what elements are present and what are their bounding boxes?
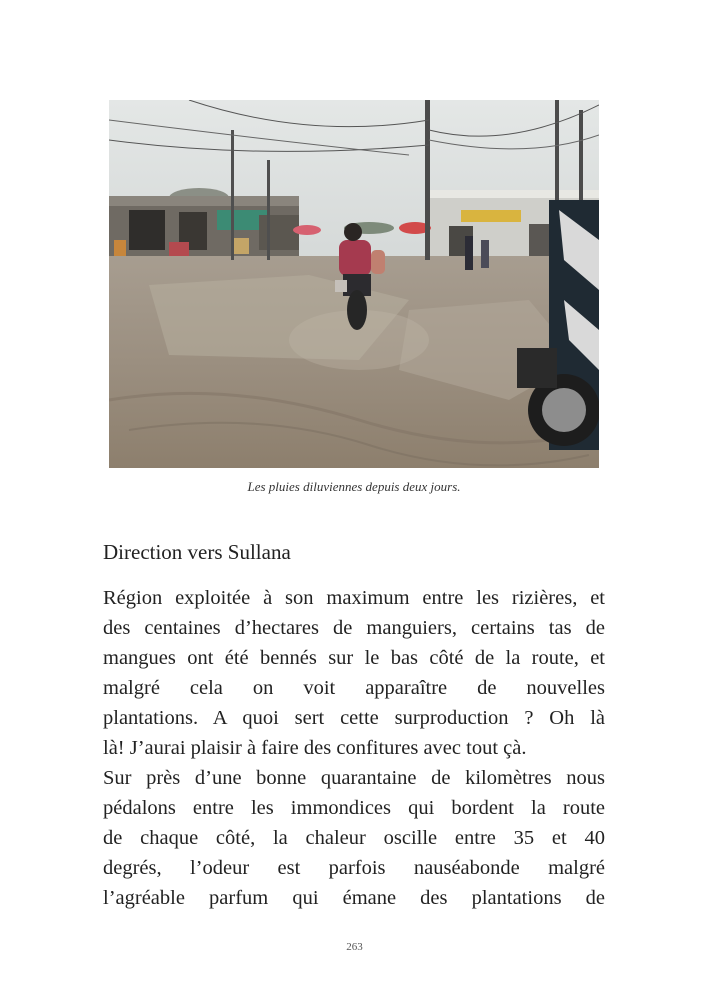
- paragraph-1-line-3: mangues ont été bennés sur le bas côté de la route, et: [103, 647, 605, 669]
- paragraph-1-line-6: là! J’aurai plaisir à faire des confitures avec tout çà.: [103, 737, 527, 759]
- flooded-street-photo: [109, 100, 599, 468]
- photo-caption: Les pluies diluviennes depuis deux jours.: [247, 479, 461, 494]
- body-text: [103, 583, 605, 913]
- paragraph-1-line-4: malgré cela on voit apparaître de nouvelles: [103, 677, 605, 699]
- paragraph-2-line-4: degrés, l’odeur est parfois nauséabonde malgré: [103, 857, 605, 879]
- page-number: 263: [346, 941, 363, 953]
- paragraph-1-line-5: plantations. A quoi sert cette surproduction ? Oh là: [103, 707, 605, 729]
- paragraph-1-line-1: Région exploitée à son maximum entre les rizières, et: [103, 587, 605, 609]
- paragraph-2-line-2: pédalons entre les immondices qui bordent la route: [103, 797, 605, 819]
- paragraph-2-line-1: Sur près d’une bonne quarantaine de kilomètres nous: [103, 767, 605, 789]
- paragraph-1-line-2: des centaines d’hectares de manguiers, certains tas de: [103, 617, 605, 639]
- paragraph-2-line-3: de chaque côté, la chaleur oscille entre 35 et 40: [103, 827, 605, 849]
- section-title: Direction vers Sullana: [103, 540, 291, 564]
- paragraph-2-line-5: l’agréable parfum qui émane des plantations de: [103, 887, 605, 909]
